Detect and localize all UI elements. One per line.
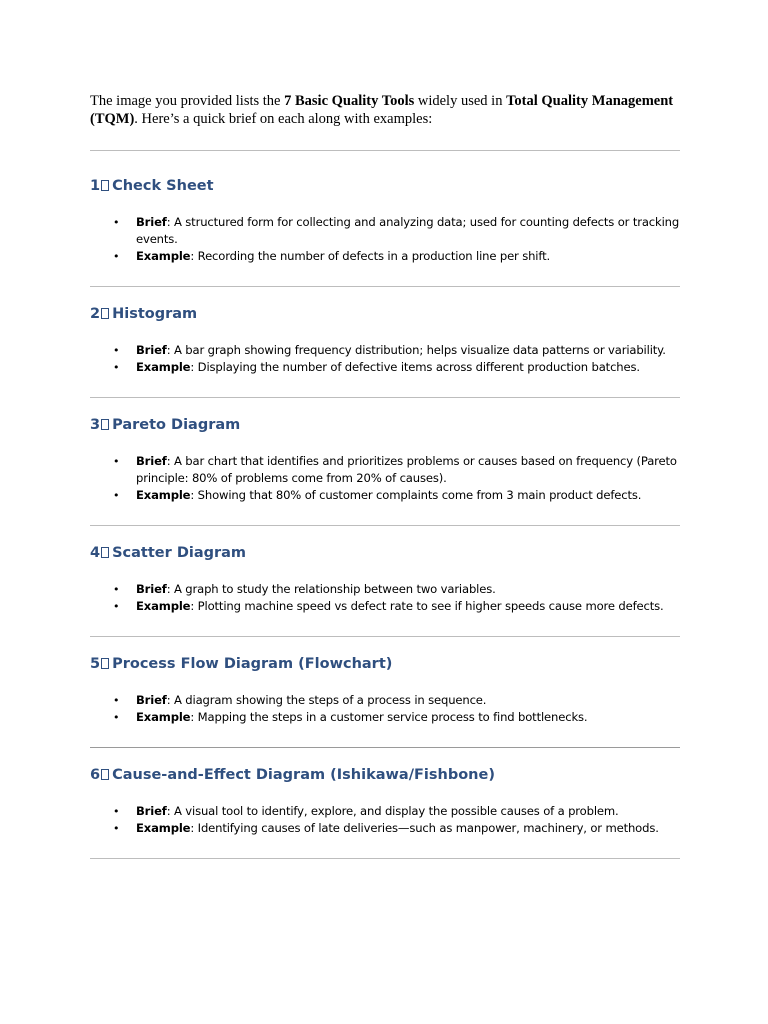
intro-text-2: widely used in bbox=[414, 93, 507, 109]
missing-glyph-icon bbox=[101, 308, 109, 319]
example-label: Example bbox=[136, 599, 191, 613]
missing-glyph-icon bbox=[101, 419, 109, 430]
brief-label: Brief bbox=[136, 343, 167, 357]
intro-text-1: The image you provided lists the bbox=[90, 93, 285, 109]
brief-label: Brief bbox=[136, 804, 167, 818]
list-item-brief bbox=[90, 692, 680, 709]
missing-glyph-icon bbox=[101, 547, 109, 558]
list-item-brief bbox=[90, 581, 680, 598]
bullet-icon: • bbox=[113, 455, 120, 468]
example-text: : Identifying causes of late deliveries—such as manpower, machinery, or methods. bbox=[190, 821, 659, 835]
intro-bold-tools: 7 Basic Quality Tools bbox=[284, 93, 415, 109]
section-number: 3 bbox=[90, 417, 101, 433]
bullet-icon: • bbox=[113, 216, 120, 229]
list-item-example bbox=[90, 820, 680, 837]
list-item-example bbox=[90, 487, 680, 504]
example-label: Example bbox=[136, 821, 191, 835]
section-title: Scatter Diagram bbox=[112, 545, 247, 561]
bullet-icon: • bbox=[113, 583, 120, 596]
divider bbox=[90, 286, 680, 287]
divider bbox=[90, 747, 680, 748]
bullet-icon: • bbox=[113, 711, 120, 724]
brief-text: : A bar graph showing frequency distribution; helps visualize data patterns or variability. bbox=[166, 343, 666, 357]
list-item-example bbox=[90, 359, 680, 376]
brief-label: Brief bbox=[136, 215, 167, 229]
section-number: 2 bbox=[90, 306, 101, 322]
section-heading-5 bbox=[90, 655, 680, 673]
section-title: Cause-and-Effect Diagram (Ishikawa/Fishbone) bbox=[112, 767, 495, 783]
divider bbox=[90, 150, 680, 151]
list-item-brief bbox=[90, 453, 680, 487]
divider bbox=[90, 397, 680, 398]
intro-bold-tqm: Total Quality Management (TQM) bbox=[90, 93, 674, 127]
list-item-example bbox=[90, 598, 680, 615]
section-list-4 bbox=[90, 581, 680, 615]
section-list-2 bbox=[90, 342, 680, 376]
example-label: Example bbox=[136, 488, 191, 502]
section-heading-4 bbox=[90, 544, 680, 562]
section-number: 4 bbox=[90, 545, 101, 561]
section-heading-6 bbox=[90, 766, 680, 784]
section-heading-1 bbox=[90, 177, 680, 195]
example-text: : Recording the number of defects in a production line per shift. bbox=[190, 249, 551, 263]
bullet-icon: • bbox=[113, 344, 120, 357]
section-number: 6 bbox=[90, 767, 101, 783]
section-list-5 bbox=[90, 692, 680, 726]
list-item-brief bbox=[90, 342, 680, 359]
divider bbox=[90, 636, 680, 637]
example-label: Example bbox=[136, 249, 191, 263]
example-text: : Displaying the number of defective items across different production batches. bbox=[190, 360, 640, 374]
section-list-6 bbox=[90, 803, 680, 837]
brief-label: Brief bbox=[136, 693, 167, 707]
bullet-icon: • bbox=[113, 489, 120, 502]
brief-text: : A diagram showing the steps of a process in sequence. bbox=[166, 693, 487, 707]
missing-glyph-icon bbox=[101, 658, 109, 669]
list-item-brief bbox=[90, 803, 680, 820]
missing-glyph-icon bbox=[101, 769, 109, 780]
section-title: Check Sheet bbox=[112, 178, 214, 194]
section-list-3 bbox=[90, 453, 680, 504]
section-number: 1 bbox=[90, 178, 101, 194]
example-label: Example bbox=[136, 360, 191, 374]
divider bbox=[90, 525, 680, 526]
section-heading-3 bbox=[90, 416, 680, 434]
list-item-brief bbox=[90, 214, 680, 248]
brief-text: : A graph to study the relationship between two variables. bbox=[166, 582, 496, 596]
example-text: : Plotting machine speed vs defect rate to see if higher speeds cause more defects. bbox=[190, 599, 664, 613]
section-number: 5 bbox=[90, 656, 101, 672]
list-item-example bbox=[90, 709, 680, 726]
section-title: Process Flow Diagram (Flowchart) bbox=[112, 656, 393, 672]
example-label: Example bbox=[136, 710, 191, 724]
bullet-icon: • bbox=[113, 694, 120, 707]
document-page bbox=[90, 92, 680, 859]
bullet-icon: • bbox=[113, 250, 120, 263]
example-text: : Mapping the steps in a customer service process to find bottlenecks. bbox=[190, 710, 588, 724]
bullet-icon: • bbox=[113, 600, 120, 613]
section-list-1 bbox=[90, 214, 680, 265]
brief-text: : A bar chart that identifies and prioritizes problems or causes based on frequency (Pareto principle: 80% of problems come from 20% of causes). bbox=[136, 454, 677, 485]
intro-text-3: . Here’s a quick brief on each along with examples: bbox=[134, 111, 433, 127]
list-item-example bbox=[90, 248, 680, 265]
intro-paragraph bbox=[90, 92, 680, 128]
bullet-icon: • bbox=[113, 361, 120, 374]
section-title: Pareto Diagram bbox=[112, 417, 241, 433]
bullet-icon: • bbox=[113, 805, 120, 818]
brief-label: Brief bbox=[136, 454, 167, 468]
divider bbox=[90, 858, 680, 859]
missing-glyph-icon bbox=[101, 180, 109, 191]
example-text: : Showing that 80% of customer complaints come from 3 main product defects. bbox=[190, 488, 642, 502]
brief-text: : A structured form for collecting and analyzing data; used for counting defects or tracking events. bbox=[136, 215, 680, 246]
brief-label: Brief bbox=[136, 582, 167, 596]
section-heading-2 bbox=[90, 305, 680, 323]
brief-text: : A visual tool to identify, explore, and display the possible causes of a problem. bbox=[166, 804, 619, 818]
bullet-icon: • bbox=[113, 822, 120, 835]
section-title: Histogram bbox=[112, 306, 198, 322]
